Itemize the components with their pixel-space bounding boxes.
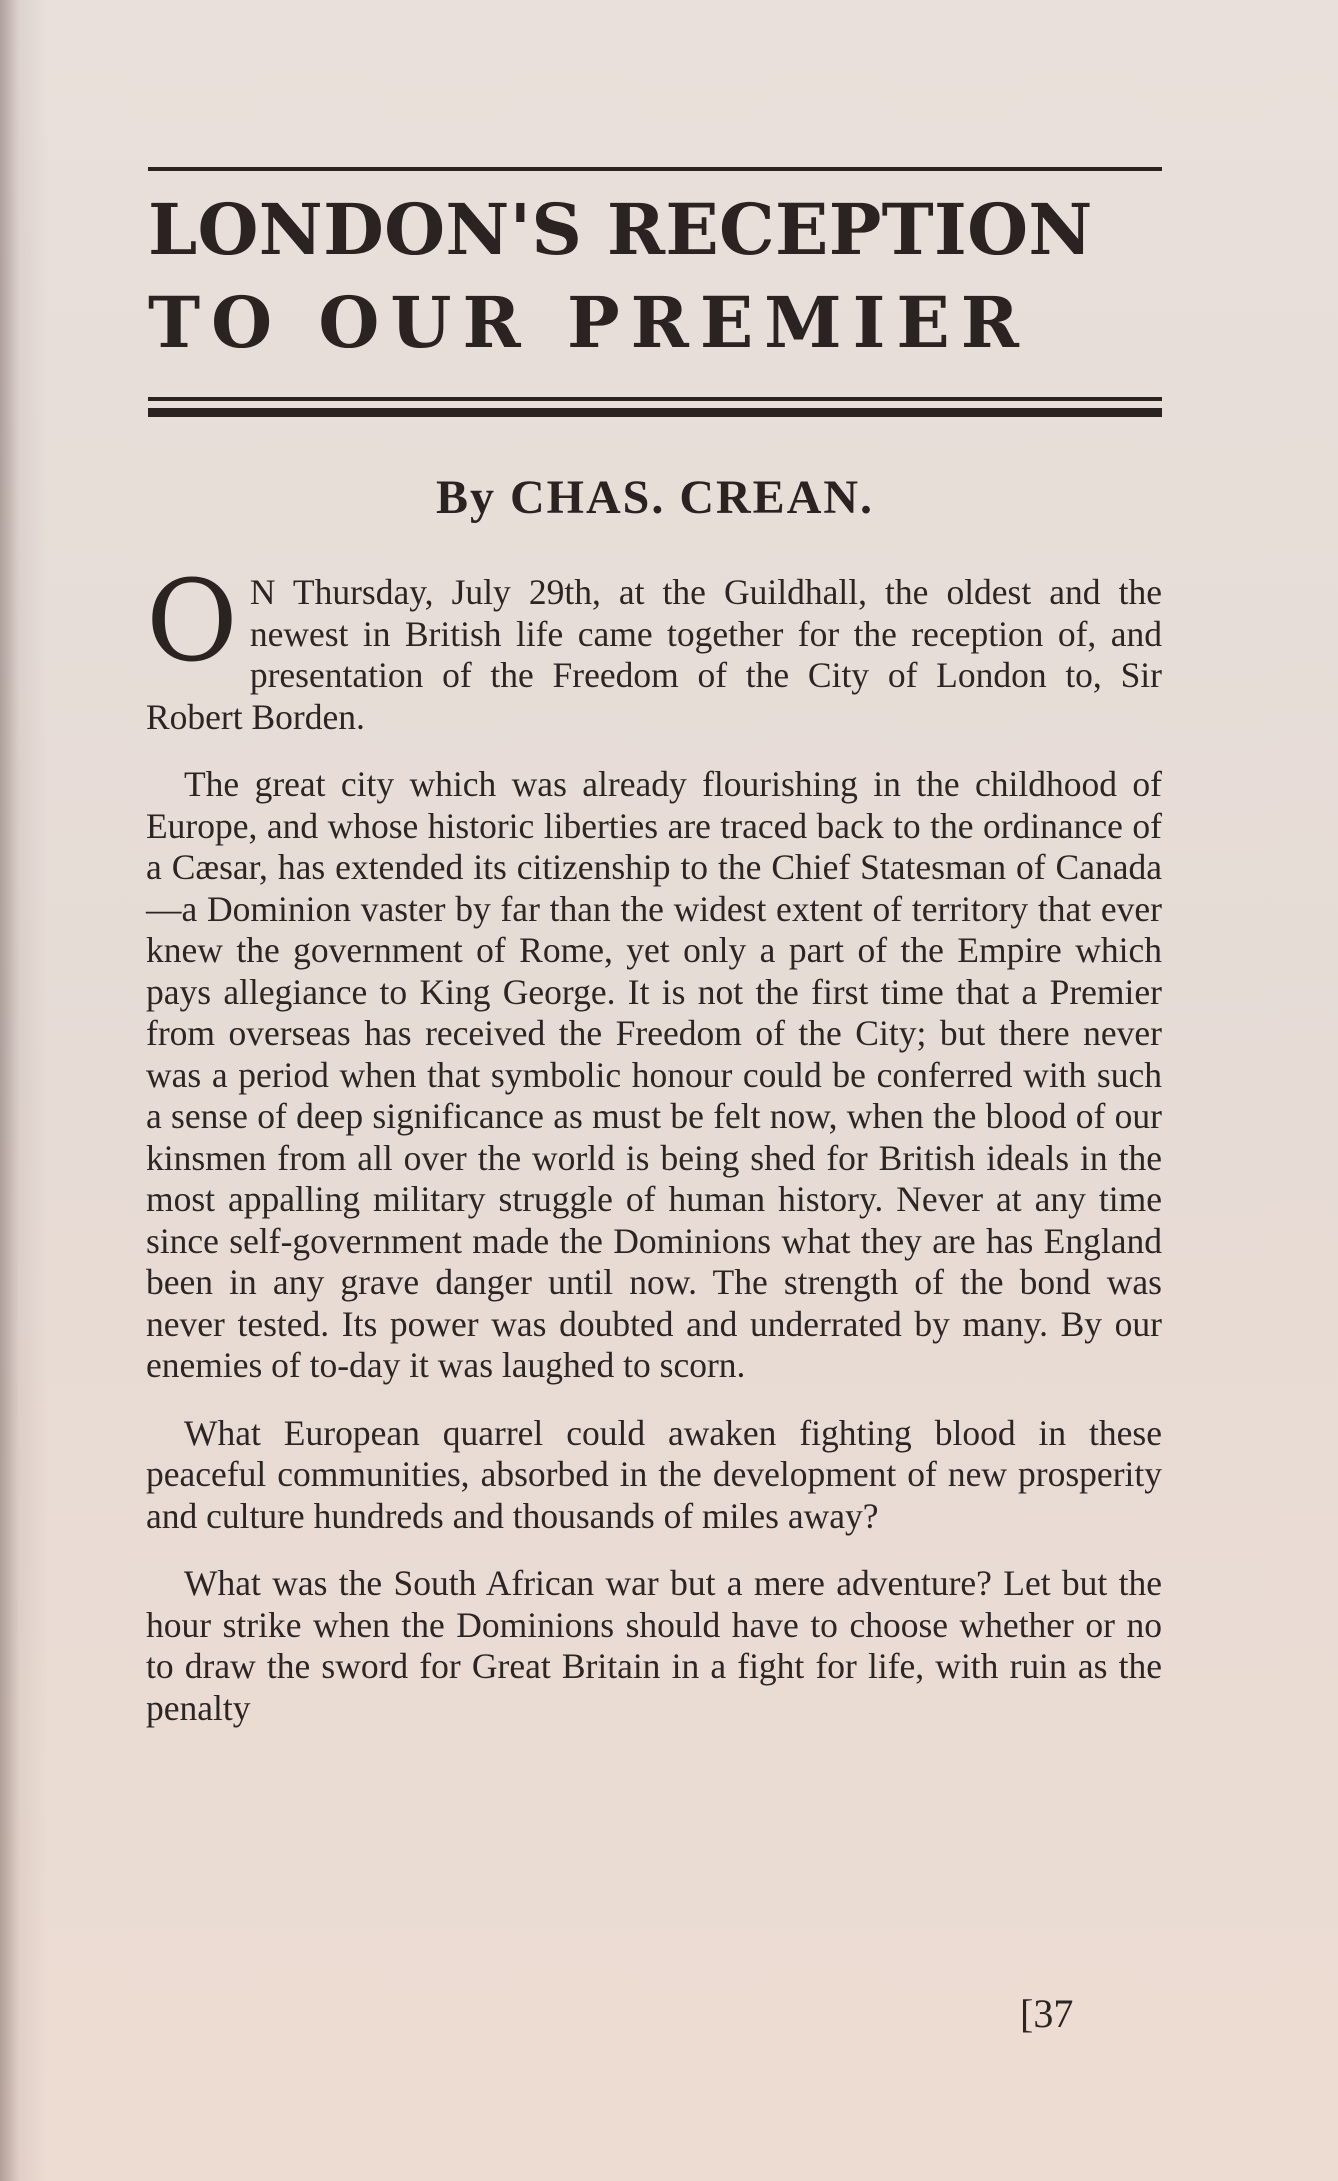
paragraph-3: What European quarrel could awaken fighting blood in these peaceful communities, absorbed in the development of new prosperity and culture hundreds and thousands of miles away?	[146, 1412, 1162, 1536]
article-body	[146, 557, 1162, 1755]
drop-cap: O	[146, 557, 238, 687]
title-line-1: LONDON'S RECEPTION	[148, 188, 1093, 271]
page-number: [37	[1020, 1991, 1074, 2036]
title-bottom-rule-thin	[148, 397, 1162, 401]
paragraph-1	[146, 557, 1162, 738]
title-top-rule	[148, 167, 1162, 171]
paragraph-2: The great city which was already flourishing in the childhood of Europe, and whose historic liberties are traced back to the ordinance of a Cæsar, has extended its citizenship to the Chief Statesman of Canada—a Dominion vaster by far than the widest extent of territory that ever knew the government of Rome, yet only a part of the Empire which pays allegiance to King George. It is not the first time that a Premier from overseas has received the Freedom of the City; but there never was a period when that symbolic honour could be conferred with such a sense of deep significance as must be felt now, when the blood of our kinsmen from all over the world is being shed for British ideals in the most appalling military struggle of human history. Never at any time since self-government made the Dominions what they are has England been in any grave danger until now. The strength of the bond was never tested. Its power was doubted and underrated by many. By our enemies of to-day it was laughed to scorn.	[146, 764, 1162, 1385]
paragraph-1-text: N Thursday, July 29th, at the Guildhall, the oldest and the newest in British life came together for the reception of, and presentation of the Freedom of the City of London to, Sir Robert Borden.	[146, 572, 1162, 737]
paragraph-4: What was the South African war but a mere adventure? Let but the hour strike when the Dominions should have to choose whether or no to draw the sword for Great Britain in a fight for life, with ruin as the penalty	[146, 1563, 1162, 1728]
title-bottom-rule-thick	[148, 408, 1162, 417]
title-line-2: TO OUR PREMIER	[148, 281, 1030, 364]
byline: By CHAS. CREAN.	[435, 471, 875, 524]
